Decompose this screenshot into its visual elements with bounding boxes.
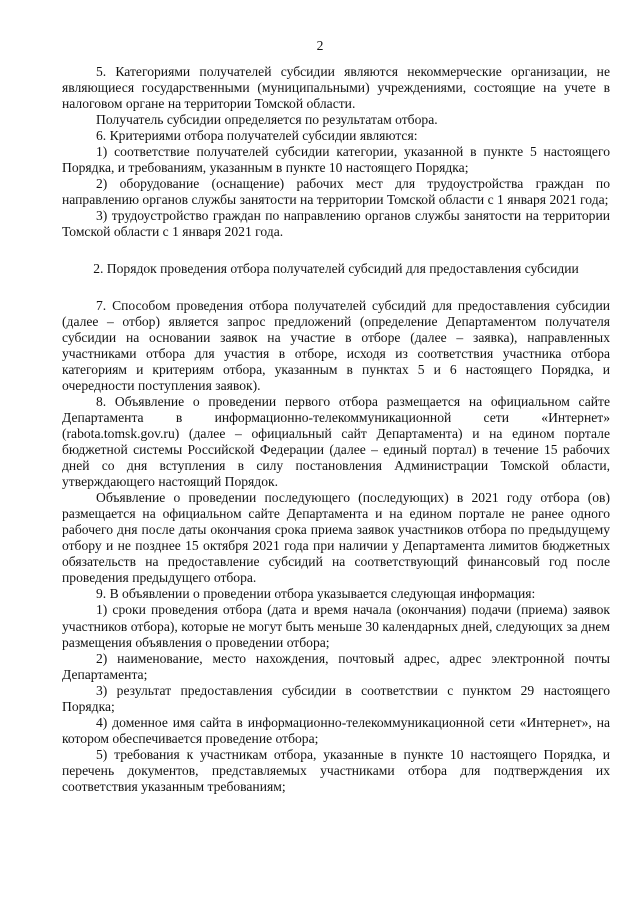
page-number: 2	[316, 38, 324, 53]
document-body	[62, 64, 610, 795]
paragraph-9-item-1: 1) сроки проведения отбора (дата и время начала (окончания) подачи (приема) заявок участников отбора), которые не могут быть меньше 30 календарных дней, следующих за днем размещения объявления о проведении отбора;	[62, 602, 610, 650]
paragraph-recipient-selection: Получатель субсидии определяется по результатам отбора.	[96, 112, 438, 128]
paragraph-9-item-4: 4) доменное имя сайта в информационно-телекоммуникационной сети «Интернет», на котором обеспечивается проведение отбора;	[62, 714, 610, 746]
paragraph-7-selection-method: 7. Способом проведения отбора получателей субсидий для предоставления субсидии (далее – отбор) является запрос предложений (определение Департаментом получателя субсидии на основании заявок на участие в отборе (далее – заявка), направленных участниками отбора для участия в отборе, исходя из соответствия участника отбора категориям и критериям отбора, указанным в пунктах 5 и 6 настоящего Порядка, и очередности поступления заявок).	[62, 297, 610, 393]
paragraph-5-categories: 5. Категориями получателей субсидии являются некоммерческие организации, не являющиеся государственными (муниципальными) учреждениями, состоящие на учете в налоговом органе на территории Томской области.	[62, 64, 610, 112]
paragraph-subsequent-announcement: Объявление о проведении последующего (последующих) в 2021 году отбора (ов) размещается на официальном сайте Департамента и на едином портале не ранее одного рабочего дня после даты окончания срока приема заявок участников отбора по предыдущему отбору и не позднее 15 октября 2021 года при наличии у Департамента лимитов бюджетных обязательств на предоставление субсидий на соответствующий финансовый год после проведения предыдущего отбора.	[62, 490, 610, 586]
paragraph-6-criteria: 6. Критериями отбора получателей субсидии являются:	[96, 128, 418, 144]
section-heading: 2. Порядок проведения отбора получателей субсидий для предоставления субсидии	[93, 260, 579, 276]
paragraph-8-first-announcement: 8. Объявление о проведении первого отбора размещается на официальном сайте Департамента в информационно-телекоммуникационной сети «Интернет» (rabota.tomsk.gov.ru) (далее – официальный сайт Департамента) и на едином портале бюджетной системы Российской Федерации (далее – единый портал) в течение 15 рабочих дней со дня вступления в силу постановления Администрации Томской области, утверждающего настоящий Порядок.	[62, 393, 610, 490]
paragraph-9-item-5: 5) требования к участникам отбора, указанные в пункте 10 настоящего Порядка, и перечень документов, представляемых участниками отбора для подтверждения их соответствия указанным требованиям;	[62, 746, 610, 794]
paragraph-6-item-2: 2) оборудование (оснащение) рабочих мест для трудоустройства граждан по направлению органов службы занятости на территории Томской области с 1 января 2021 года;	[62, 176, 610, 208]
paragraph-6-item-1: 1) соответствие получателей субсидии категории, указанной в пункте 5 настоящего Порядка, и требованиям, указанным в пункте 10 настоящего Порядка;	[62, 144, 610, 176]
paragraph-9-item-3: 3) результат предоставления субсидии в соответствии с пунктом 29 настоящего Порядка;	[62, 682, 610, 714]
paragraph-6-item-3: 3) трудоустройство граждан по направлению органов службы занятости на территории Томской области с 1 января 2021 года.	[62, 208, 610, 240]
paragraph-9-item-2: 2) наименование, место нахождения, почтовый адрес, адрес электронной почты Департамента;	[62, 650, 610, 682]
paragraph-9-announcement-info: 9. В объявлении о проведении отбора указывается следующая информация:	[96, 586, 536, 602]
